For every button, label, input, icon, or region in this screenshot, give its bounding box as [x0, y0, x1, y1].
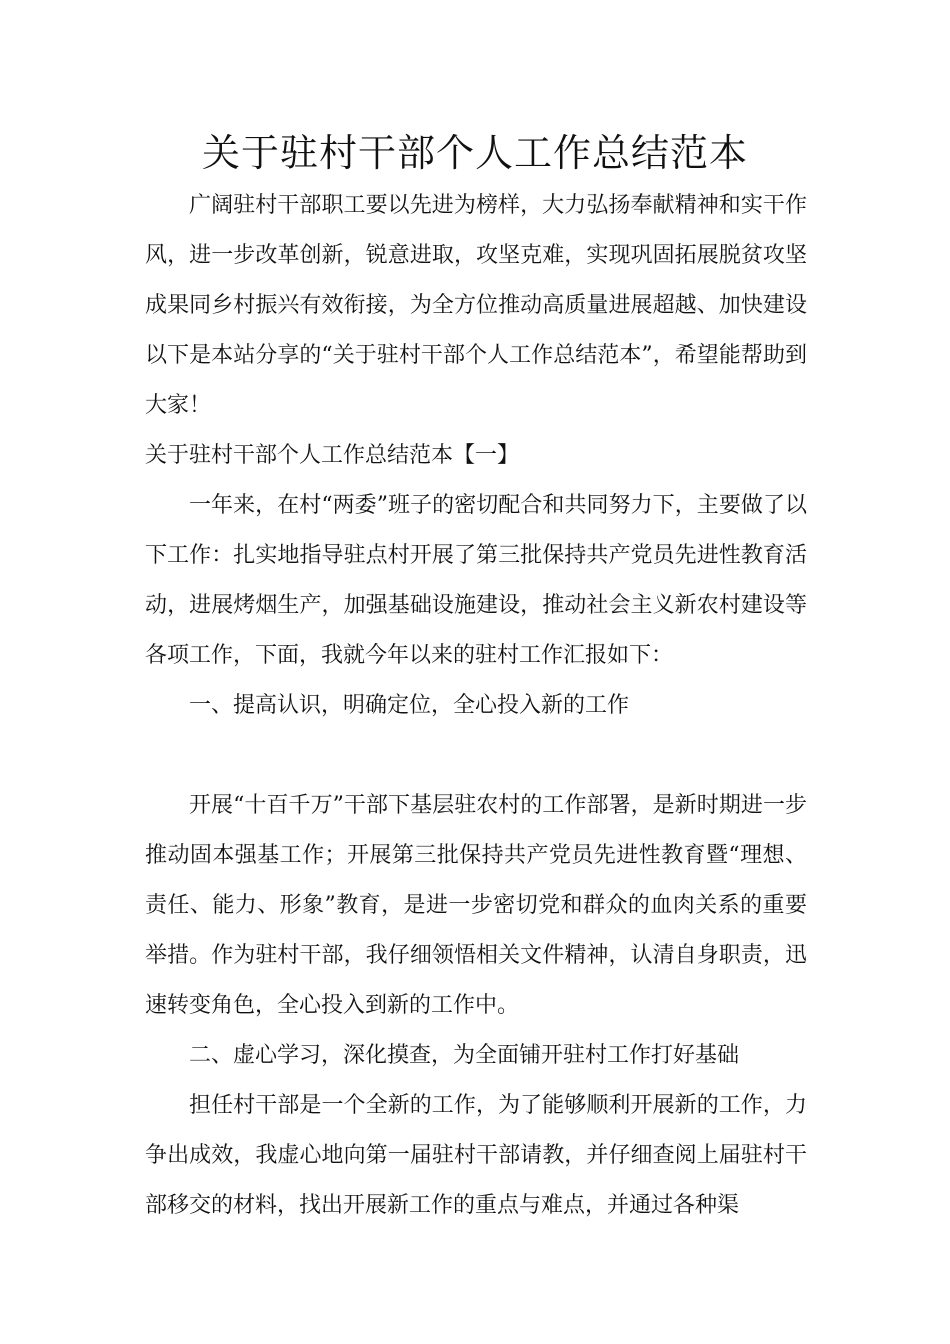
paragraph-3: 担任村干部是一个全新的工作，为了能够顺利开展新的工作，力争出成效，我虚心地向第一届驻村干部请教，并仔细查阅上届驻村干部移交的材料，找出开展新工作的重点与难点，并通过各种渠 — [145, 1093, 807, 1218]
paragraph-2: 开展“十百千万”干部下基层驻农村的工作部署，是新时期进一步推动固本强基工作；开展第三批保持共产党员先进性教育暨“理想、责任、能力、形象”教育，是进一步密切党和群众的血肉关系的重要举措。作为驻村干部，我仔细领悟相关文件精神，认清自身职责，迅速转变角色，全心投入到新的工作中。 — [145, 793, 807, 1018]
document-title: 关于驻村干部个人工作总结范本 — [201, 131, 748, 175]
blank-gap — [145, 731, 807, 781]
paragraph-1: 一年来，在村“两委”班子的密切配合和共同努力下，主要做了以下工作：扎实地指导驻点村开展了第三批保持共产党员先进性教育活动，进展烤烟生产，加强基础设施建设，推动社会主义新农村建设等各项工作，下面，我就今年以来的驻村工作汇报如下： — [145, 493, 807, 668]
document-body — [145, 181, 807, 1231]
heading-1: 一、提高认识，明确定位，全心投入新的工作 — [189, 693, 630, 718]
heading-2: 二、虚心学习，深化摸查，为全面铺开驻村工作打好基础 — [189, 1043, 740, 1068]
section-heading: 关于驻村干部个人工作总结范本【一】 — [145, 443, 520, 468]
intro-paragraph: 广阔驻村干部职工要以先进为榜样，大力弘扬奉献精神和实干作风，进一步改革创新，锐意进取，攻坚克难，实现巩固拓展脱贫攻坚成果同乡村振兴有效衔接，为全方位推动高质量进展超越、加快建设以下是本站分享的“关于驻村干部个人工作总结范本”，希望能帮助到大家！ — [145, 193, 807, 418]
